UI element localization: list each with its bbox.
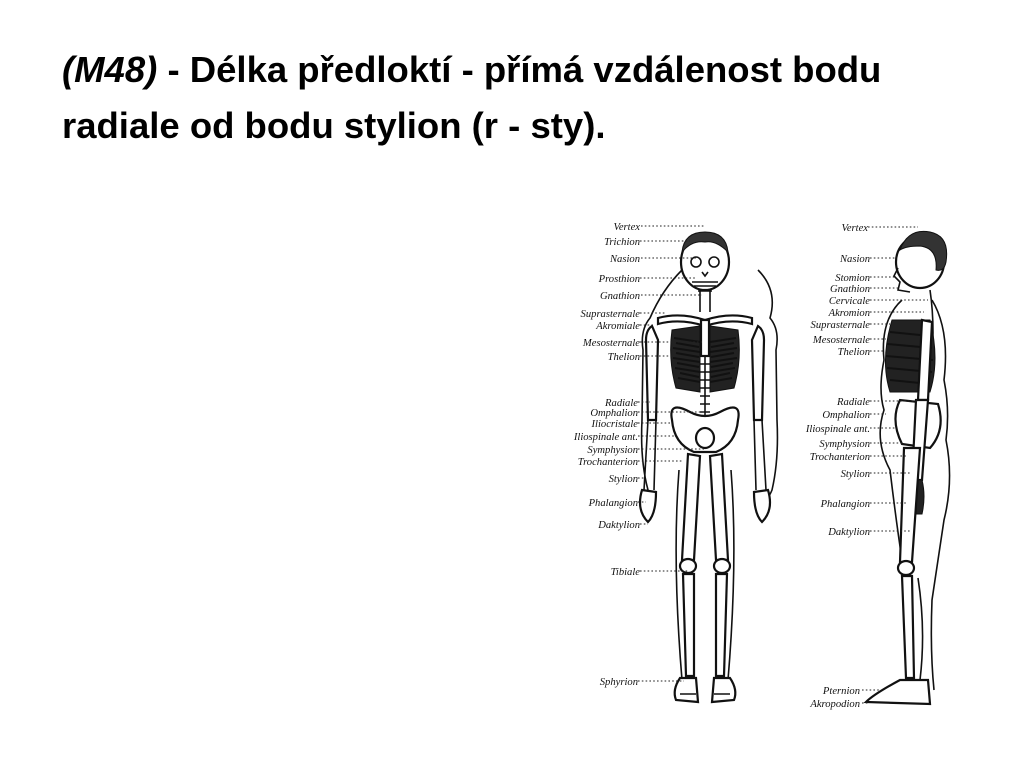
side-label-omphalion: Omphalion (822, 410, 870, 421)
side-label-nasion: Nasion (839, 254, 870, 265)
front-label-iliocristale: Iliocristale (591, 419, 638, 430)
front-label-phalangion: Phalangion (588, 498, 638, 509)
side-label-radiale: Radiale (837, 397, 870, 408)
front-label-symphysion: Symphysion (587, 445, 638, 456)
front-label-prosthion: Prosthion (598, 274, 640, 285)
side-label-trochanterion: Trochanterion (809, 452, 870, 463)
front-label-suprasternale: Suprasternale (580, 309, 640, 320)
side-label-pternion: Pternion (822, 686, 860, 697)
side-label-phalangion: Phalangion (820, 499, 870, 510)
front-label-stylion: Stylion (608, 474, 638, 485)
side-label-symphysion: Symphysion (819, 439, 870, 450)
side-label-gnathion: Gnathion (829, 284, 870, 295)
anthropometric-points-figure (548, 212, 968, 722)
front-label-akromiale: Akromiale (596, 321, 640, 332)
front-label-radiale: Radiale (605, 398, 638, 409)
front-label-iliospinale-ant: Iliospinale ant. (573, 432, 638, 443)
side-label-vertex: Vertex (841, 223, 868, 234)
side-skeleton-drawing (866, 231, 950, 704)
front-label-vertex: Vertex (613, 222, 640, 233)
title-text: - Délka předloktí - přímá vzdálenost bodu radiale od bodu stylion (r - sty). (62, 49, 882, 146)
front-skeleton-drawing (640, 232, 777, 702)
front-label-daktylion: Daktylion (598, 520, 640, 531)
side-label-stylion: Stylion (840, 469, 870, 480)
measurement-code: (M48) (62, 49, 158, 90)
front-label-gnathion: Gnathion (599, 291, 640, 302)
side-label-akropodion: Akropodion (810, 699, 860, 710)
side-label-stomion: Stomion (835, 273, 870, 284)
front-label-nasion: Nasion (609, 254, 640, 265)
side-label-daktylion: Daktylion (828, 527, 870, 538)
front-label-sphyrion: Sphyrion (599, 677, 638, 688)
side-label-thelion: Thelion (837, 347, 870, 358)
front-label-thelion: Thelion (607, 352, 640, 363)
front-label-trichion: Trichion (604, 237, 640, 248)
side-label-mesosternale: Mesosternale (812, 335, 870, 346)
front-label-tibiale: Tibiale (610, 567, 640, 578)
side-label-cervicale: Cervicale (828, 296, 870, 307)
front-label-trochanterion: Trochanterion (577, 457, 638, 468)
front-label-mesosternale: Mesosternale (582, 338, 640, 349)
front-label-omphalion: Omphalion (590, 408, 638, 419)
side-label-iliospinale-ant: Iliospinale ant. (805, 424, 870, 435)
side-label-suprasternale: Suprasternale (810, 320, 870, 331)
side-label-akromion: Akromion (828, 308, 870, 319)
slide-title (62, 42, 982, 154)
